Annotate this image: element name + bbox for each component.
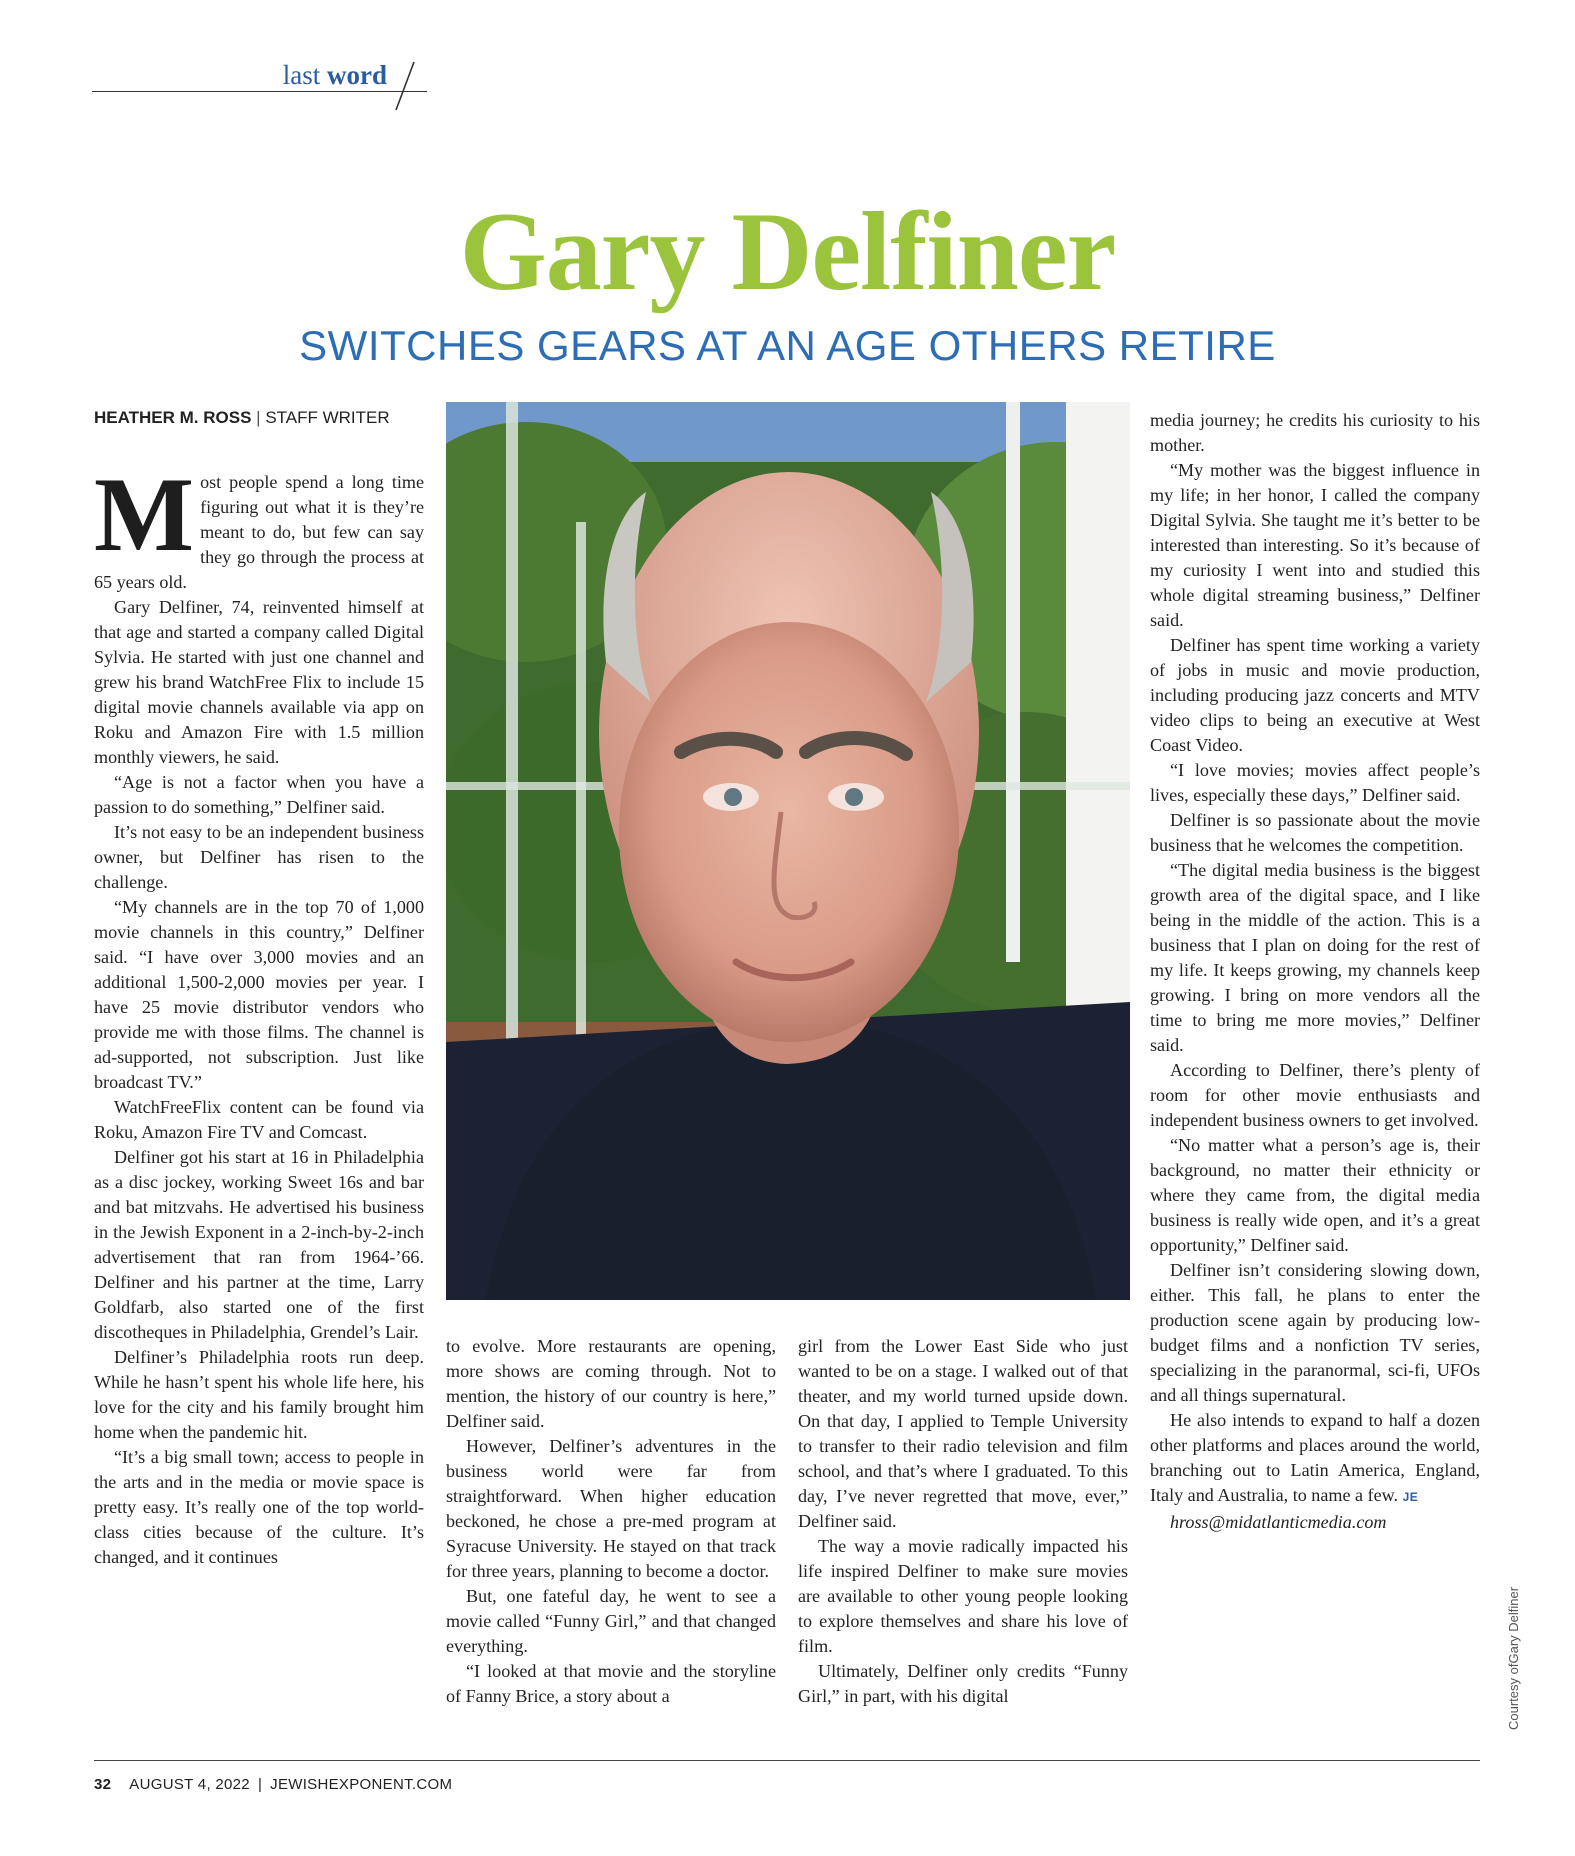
headline-title: Gary Delfiner	[459, 190, 1116, 314]
article-paragraph: Delfiner got his start at 16 in Philadelphia as a disc jockey, working Sweet 16s and bar and bat mitzvahs. He advertised his business in the Jewish Exponent in a 2-inch-by-2-inch advertisement that ran from 1964-’66. Delfiner and his partner at the time, Larry Goldfarb, also started one of the first discotheques in Philadelphia, Grendel’s Lair.	[94, 1147, 424, 1342]
article-paragraph: Delfiner’s Philadelphia roots run deep. While he hasn’t spent his whole life here, his love for the city and his family brought him home when the pandemic hit.	[94, 1347, 424, 1442]
article-paragraph: “My channels are in the top 70 of 1,000 movie channels in this country,” Delfiner said. “I have over 3,000 movies and an additional 1,500-2,000 movies per year. I have 25 movie distributor vendors who provide me with those films. The channel is ad-supported, not subscription. Just like broadcast TV.”	[94, 897, 424, 1092]
article-paragraph: “It’s a big small town; access to people in the arts and in the media or movie space is pretty easy. It’s really one of the top world-class cities because of the culture. It’s changed, and it continues	[94, 1447, 424, 1567]
article-paragraph: media journey; he credits his curiosity to his mother.	[1150, 410, 1480, 455]
article-paragraph: “Age is not a factor when you have a passion to do something,” Delfiner said.	[94, 772, 424, 817]
article-paragraph: “The digital media business is the biggest growth area of the digital space, and I like being in the middle of the action. This is a business that I plan on doing for the rest of my life. It keeps growing, my channels keep growing. I bring on more vendors all the time to bring me more movies,” Delfiner said.	[1150, 860, 1480, 1055]
article-paragraph: However, Delfiner’s adventures in the business world were far from straightforward. When higher education beckoned, he chose a pre-med program at Syracuse University. He stayed on that track for three years, planning to become a doctor.	[446, 1436, 776, 1581]
article-column-1	[94, 456, 424, 1570]
article-paragraph: Gary Delfiner, 74, reinvented himself at that age and started a company called Digital Sylvia. He started with just one channel and grew his brand WatchFree Flix to include 15 digital movie channels available via app on Roku and Amazon Fire with 1.5 million monthly viewers, he said.	[94, 597, 424, 767]
author-name: HEATHER M. ROSS	[94, 408, 252, 427]
portrait-image	[446, 402, 1130, 1300]
author-email[interactable]: hross@midatlanticmedia.com	[1170, 1512, 1387, 1532]
page-number: 32	[94, 1776, 112, 1793]
article-column-3	[798, 1334, 1128, 1709]
footer-rule	[94, 1760, 1480, 1761]
footer-separator: |	[257, 1776, 263, 1793]
section-label: last word	[282, 60, 387, 90]
website-link[interactable]: JEWISHEXPONENT.COM	[270, 1776, 453, 1793]
slash-mark	[392, 60, 418, 112]
article-paragraph: “My mother was the biggest influence in my life; in her honor, I called the company Digital Sylvia. She taught me it’s better to be interested than interesting. So it’s because of my curiosity I went into and studied this whole digital streaming business,” Delfiner said.	[1150, 460, 1480, 630]
end-mark: JE	[1402, 1490, 1419, 1504]
photo-credit: Courtesy ofGary Delfiner	[1506, 1586, 1521, 1730]
article-paragraph: to evolve. More restaurants are opening, more shows are coming through. Not to mention, the history of our country is here,” Delfiner said.	[446, 1336, 776, 1431]
article-paragraph: “I looked at that movie and the storyline of Fanny Brice, a story about a	[446, 1661, 776, 1706]
article-paragraph: “No matter what a person’s age is, their background, no matter their ethnicity or where they came from, the digital media business is really wide open, and it’s a great opportunity,” Delfiner said.	[1150, 1135, 1480, 1255]
article-paragraph: Delfiner has spent time working a variety of jobs in music and movie production, including producing jazz concerts and MTV video clips to being an executive at West Coast Video.	[1150, 635, 1480, 755]
article-paragraph: Delfiner isn’t considering slowing down, either. This fall, he plans to enter the production scene again by producing low-budget films and a nonfiction TV series, specializing in the paranormal, sci-fi, UFOs and all things supernatural.	[1150, 1260, 1480, 1405]
article-paragraph: But, one fateful day, he went to see a movie called “Funny Girl,” and that changed everything.	[446, 1586, 776, 1656]
section-rule	[92, 91, 427, 92]
portrait-photo	[446, 402, 1130, 1300]
drop-cap: M	[94, 456, 195, 573]
page-footer	[94, 1776, 452, 1793]
author-role: STAFF WRITER	[265, 408, 390, 427]
section-tag	[92, 58, 427, 94]
article-paragraph: Ultimately, Delfiner only credits “Funny Girl,” in part, with his digital	[798, 1661, 1128, 1706]
byline	[94, 408, 390, 428]
article-paragraph: girl from the Lower East Side who just wanted to be on a stage. I walked out of that theater, and my world turned upside down. On that day, I applied to Temple University to transfer to their radio television and film school, and that’s where I graduated. To this day, I’ve never regretted that move, ever,” Delfiner said.	[798, 1336, 1128, 1531]
article-paragraph: He also intends to expand to half a dozen other platforms and places around the world, branching out to Latin America, England, Italy and Australia, to name a few. JE	[1150, 1410, 1480, 1505]
article-paragraph: “I love movies; movies affect people’s lives, especially these days,” Delfiner said.	[1150, 760, 1480, 805]
article-column-2	[446, 1334, 776, 1709]
article-paragraph: It’s not easy to be an independent business owner, but Delfiner has risen to the challenge.	[94, 822, 424, 892]
article-paragraph: Most people spend a long time figuring out what it is they’re meant to do, but few can say they go through the process at 65 years old.	[94, 456, 424, 592]
issue-date: AUGUST 4, 2022	[129, 1776, 250, 1793]
article-paragraph: According to Delfiner, there’s plenty of room for other movie enthusiasts and independent business owners to get involved.	[1150, 1060, 1480, 1130]
article-paragraph: Delfiner is so passionate about the movie business that he welcomes the competition.	[1150, 810, 1480, 855]
byline-separator: |	[256, 408, 261, 427]
article-paragraph: The way a movie radically impacted his life inspired Delfiner to make sure movies are available to other young people looking to explore themselves and share his love of film.	[798, 1536, 1128, 1656]
article-paragraph: WatchFreeFlix content can be found via Roku, Amazon Fire TV and Comcast.	[94, 1097, 424, 1142]
headline-subtitle: SWITCHES GEARS AT AN AGE OTHERS RETIRE	[299, 322, 1276, 369]
article-column-4	[1150, 408, 1480, 1535]
